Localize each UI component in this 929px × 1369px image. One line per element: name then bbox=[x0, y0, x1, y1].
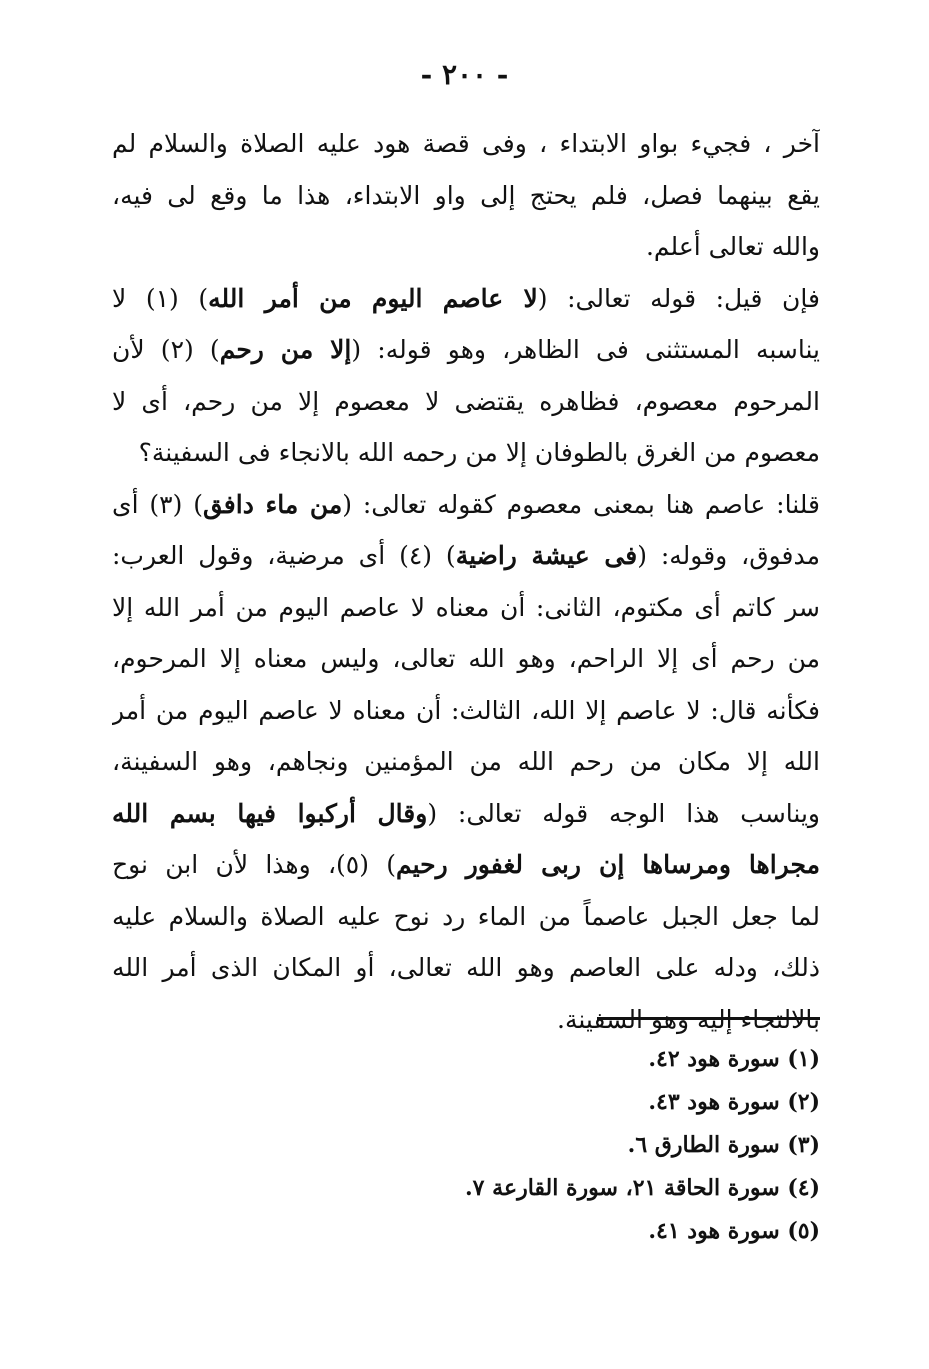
text-segment: ) (٤) أى مرضية، وقول العرب: bbox=[112, 541, 456, 570]
text-segment: المرحوم معصوم، فظاهره يقتضى لا معصوم إلا من رحم، أى لا bbox=[112, 386, 820, 416]
footnote: (١) سورة هود ٤٢. bbox=[648, 1046, 820, 1072]
text-line bbox=[112, 685, 820, 737]
text-segment: ذلك، ودله على العاصم وهو الله تعالى، أو المكان الذى أمر الله bbox=[112, 953, 820, 982]
text-segment: من رحم أى إلا الراحم، وهو الله تعالى، وليس معناه إلا المرحوم، bbox=[112, 644, 820, 673]
text-line bbox=[112, 736, 820, 788]
text-segment: الله إلا مكان من رحم الله من المؤمنين ونجاهم، وهو السفينة، bbox=[112, 747, 820, 776]
text-line bbox=[112, 479, 820, 531]
footnotes bbox=[300, 1038, 820, 1253]
page-number: - ٢٠٠ - bbox=[420, 58, 509, 91]
text-segment: مدفوق، وقوله: ( bbox=[637, 541, 820, 570]
quran-quote: من ماء دافق bbox=[202, 489, 343, 519]
footnote: (٤) سورة الحاقة ٢١، سورة القارعة ٧. bbox=[465, 1175, 820, 1201]
text-segment: سر كاتم أى مكتوم، الثانى: أن معناه لا عاصم اليوم من أمر الله إلا bbox=[112, 592, 820, 622]
text-segment: ) (٥)، وهذا لأن ابن نوح bbox=[112, 850, 396, 879]
text-line bbox=[112, 530, 820, 582]
quran-quote: مجراها ومرساها إن ربى لغفور رحيم bbox=[396, 850, 820, 879]
text-segment: لما جعل الجبل عاصماً من الماء رد نوح عليه الصلاة والسلام عليه bbox=[112, 901, 820, 931]
text-line bbox=[112, 376, 820, 428]
text-segment: آخر ، فجيء بواو الابتداء ، وفى قصة هود عليه الصلاة والسلام لم bbox=[112, 129, 820, 158]
text-segment: قلنا: عاصم هنا بمعنى معصوم كقوله تعالى: ( bbox=[342, 489, 820, 519]
quran-quote: لا عاصم اليوم من أمر الله bbox=[208, 283, 538, 313]
body-text bbox=[112, 118, 820, 1045]
footnote: (٣) سورة الطارق ٦. bbox=[627, 1132, 820, 1158]
text-segment: ) (٢) لأن bbox=[112, 335, 220, 364]
text-line bbox=[112, 839, 820, 891]
text-line bbox=[112, 170, 820, 222]
text-line bbox=[112, 891, 820, 943]
text-segment: فإن قيل: قوله تعالى: ( bbox=[537, 283, 820, 313]
text-line bbox=[112, 788, 820, 840]
text-line bbox=[112, 221, 820, 273]
quran-quote: فى عيشة راضية bbox=[455, 541, 638, 570]
text-segment: فكأنه قال: لا عاصم إلا الله، الثالث: أن معناه لا عاصم اليوم من أمر bbox=[112, 695, 820, 725]
text-line bbox=[112, 633, 820, 685]
text-line bbox=[112, 118, 820, 170]
text-segment: معصوم من الغرق بالطوفان إلا من رحمه الله بالانجاء فى السفينة؟ bbox=[138, 438, 820, 467]
text-segment: يقع بينهما فصل، فلم يحتج إلى واو الابتداء، هذا ما وقع لى فيه، bbox=[112, 180, 820, 210]
text-line bbox=[112, 942, 820, 994]
text-segment: ) (١) لا bbox=[112, 283, 209, 313]
text-segment: والله تعالى أعلم. bbox=[645, 232, 820, 261]
text-line bbox=[112, 582, 820, 634]
footnote: (٥) سورة هود ٤١. bbox=[648, 1218, 820, 1244]
footnote: (٢) سورة هود ٤٣. bbox=[648, 1089, 820, 1115]
quran-quote: إلا من رحم bbox=[219, 335, 352, 364]
text-segment: ويناسب هذا الوجه قوله تعالى: ( bbox=[427, 798, 820, 828]
text-line bbox=[112, 324, 820, 376]
text-segment: يناسبه المستثنى فى الظاهر، وهو قوله: ( bbox=[351, 335, 820, 364]
text-line bbox=[112, 273, 820, 325]
footnote-divider bbox=[597, 1017, 820, 1020]
text-segment: ) (٣) أى bbox=[112, 489, 203, 519]
quran-quote: وقال أركبوا فيها بسم الله bbox=[112, 798, 428, 828]
text-segment: بالالتجاء إليه وهو السفينة. bbox=[557, 1004, 820, 1034]
text-line bbox=[112, 427, 820, 479]
